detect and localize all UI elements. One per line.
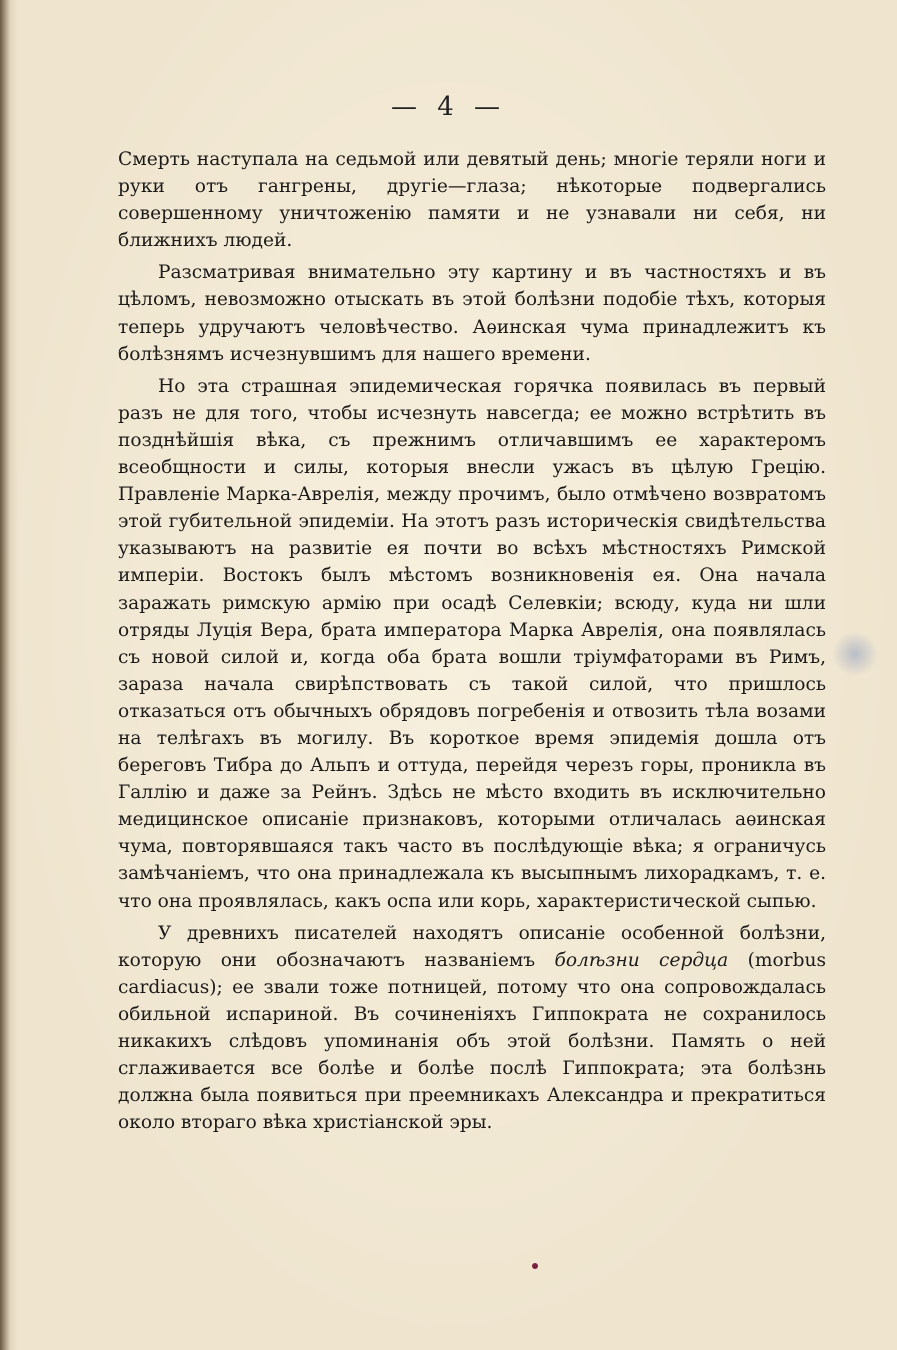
paragraph-4-end: (morbus cardiacus); ее звали тоже потницей, потому что она сопровождалась обильной испариной. Въ сочиненіяхъ Гиппократа не сохранилось никакихъ слѣдовъ упоминанія объ этой болѣзни. Память о ней сглаживается все болѣе и болѣе послѣ Гиппократа; эта болѣзнь должна была появиться при преемникахъ Александра и прекратиться около втораго вѣка христіанской эры. — [118, 949, 826, 1134]
paragraph-1: Смерть наступала на седьмой или девятый день; многіе теряли ноги и руки отъ гангрены, другіе—глаза; нѣкоторые подвергались совершенному уничтоженію памяти и не узнавали ни себя, ни ближнихъ людей. — [118, 149, 826, 252]
paragraph-4-start: У древнихъ писателей находятъ описаніе особенной болѣзни, которую они обозначаютъ названіемъ — [118, 922, 826, 971]
page-number: — 4 — — [390, 92, 507, 122]
page-spine-shadow — [0, 0, 10, 1350]
paragraph-3: Но эта страшная эпидемическая горячка появилась въ первый разъ не для того, чтобы исчезнуть навсегда; ее можно встрѣтить въ позднѣйшія вѣка, съ прежнимъ отличавшимъ ее характеромъ всеобщности и силы, которыя внесли ужасъ въ цѣлую Грецію. Правленіе Марка-Аврелія, между прочимъ, было отмѣчено возвратомъ этой губительной эпидеміи. На этотъ разъ историческія свидѣтельства указываютъ на развитіе ея почти во всѣхъ мѣстностяхъ Римской имперіи. Востокъ былъ мѣстомъ возникновенія ея. Она начала заражать римскую армію при осадѣ Селевкіи; всюду, куда ни шли отряды Луція Вера, брата императора Марка Аврелія, она появлялась съ новой силой и, когда оба брата вошли тріумфаторами въ Римъ, зараза начала свирѣпствовать съ такой силой, что пришлось отказаться отъ обычныхъ обрядовъ погребенія и отвозить тѣла возами на телѣгахъ въ могилу. Въ короткое время эпидемія дошла отъ береговъ Тибра до Альпъ и оттуда, перейдя черезъ горы, проникла въ Галлію и даже за Рейнъ. Здѣсь не мѣсто входить въ исключительно медицинское описаніе признаковъ, которыми отличалась аѳинская чума, повторявшаяся такъ часто въ послѣдующіе вѣка; я ограничусь замѣчаніемъ, что она принадлежала къ высыпнымъ лихорадкамъ, т. е. что она проявлялась, какъ оспа или корь, характеристической сыпью. — [118, 375, 826, 912]
ink-stain — [831, 632, 879, 676]
paragraph-2: Разсматривая внимательно эту картину и въ частностяхъ и въ цѣломъ, невозможно отыскать въ этой болѣзни подобіе тѣхъ, которыя теперь удручаютъ человѣчество. Аѳинская чума принадлежитъ къ болѣзнямъ исчезнувшимъ для нашего времени. — [118, 262, 826, 365]
ink-dot — [532, 1263, 538, 1269]
paragraph-4 — [118, 920, 826, 1137]
body-text — [118, 146, 826, 1141]
paragraph-4-italic-term: болѣзни сердца — [554, 949, 729, 971]
